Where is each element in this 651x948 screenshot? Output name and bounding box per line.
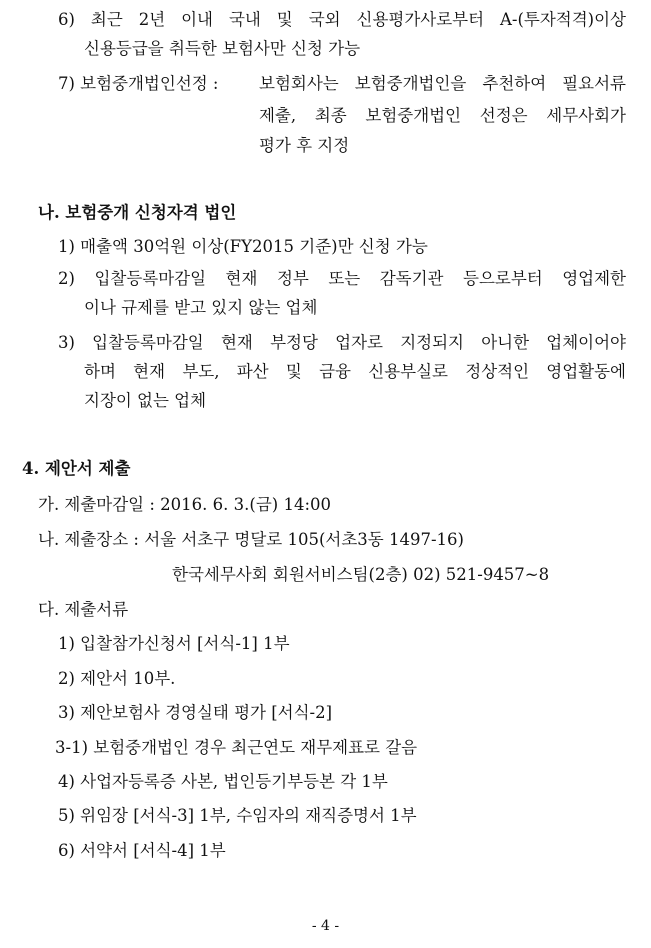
location-line-2: 한국세무사회 회원서비스팀(2층) 02) 521-9457~8 (172, 565, 550, 584)
document-item-4: 4) 사업자등록증 사본, 법인등기부등본 각 1부 (58, 772, 388, 791)
section-4-heading: 4. 제안서 제출 (22, 459, 131, 478)
location-line-1: 나. 제출장소 : 서울 서초구 명달로 105(서초3동 1497-16) (38, 530, 464, 549)
document-item-5: 5) 위임장 [서식-3] 1부, 수임자의 재직증명서 1부 (58, 806, 417, 825)
section-b-item-2-line-1: 2) 입찰등록마감일 현재 정부 또는 감독기관 등으로부터 영업제한 (58, 269, 626, 288)
deadline: 가. 제출마감일 : 2016. 6. 3.(금) 14:00 (38, 495, 331, 514)
section-b-item-1: 1) 매출액 30억원 이상(FY2015 기준)만 신청 가능 (58, 237, 428, 256)
documents-heading: 다. 제출서류 (38, 600, 129, 619)
page-number: - 4 - (311, 918, 340, 934)
document-item-1: 1) 입찰참가신청서 [서식-1] 1부 (58, 634, 290, 653)
section-b-item-3-line-3: 지장이 없는 업체 (84, 391, 207, 410)
item-6-line-2: 신용등급을 취득한 보험사만 신청 가능 (84, 39, 361, 58)
item-6-line-1: 6) 최근 2년 이내 국내 및 국외 신용평가사로부터 A-(투자적격)이상 (58, 10, 626, 29)
item-7-line-3: 평가 후 지정 (259, 136, 350, 155)
section-b-item-3-line-2: 하며 현재 부도, 파산 및 금융 신용부실로 정상적인 영업활동에 (84, 362, 626, 381)
document-item-2: 2) 제안서 10부. (58, 669, 176, 688)
document-item-3-1: 3-1) 보험중개법인 경우 최근연도 재무제표로 갈음 (55, 738, 418, 757)
section-b-item-3-line-1: 3) 입찰등록마감일 현재 부정당 업자로 지정되지 아니한 업체이어야 (58, 333, 626, 352)
item-7-line-2: 제출, 최종 보험중개법인 선정은 세무사회가 (259, 106, 626, 125)
section-b-heading: 나. 보험중개 신청자격 법인 (38, 203, 237, 222)
document-item-6: 6) 서약서 [서식-4] 1부 (58, 841, 226, 860)
item-7-line-1: 보험회사는 보험중개법인을 추천하여 필요서류 (259, 74, 626, 93)
item-7-label: 7) 보험중개법인선정 : (58, 74, 219, 93)
document-item-3: 3) 제안보험사 경영실태 평가 [서식-2] (58, 703, 333, 722)
section-b-item-2-line-2: 이나 규제를 받고 있지 않는 업체 (84, 298, 318, 317)
